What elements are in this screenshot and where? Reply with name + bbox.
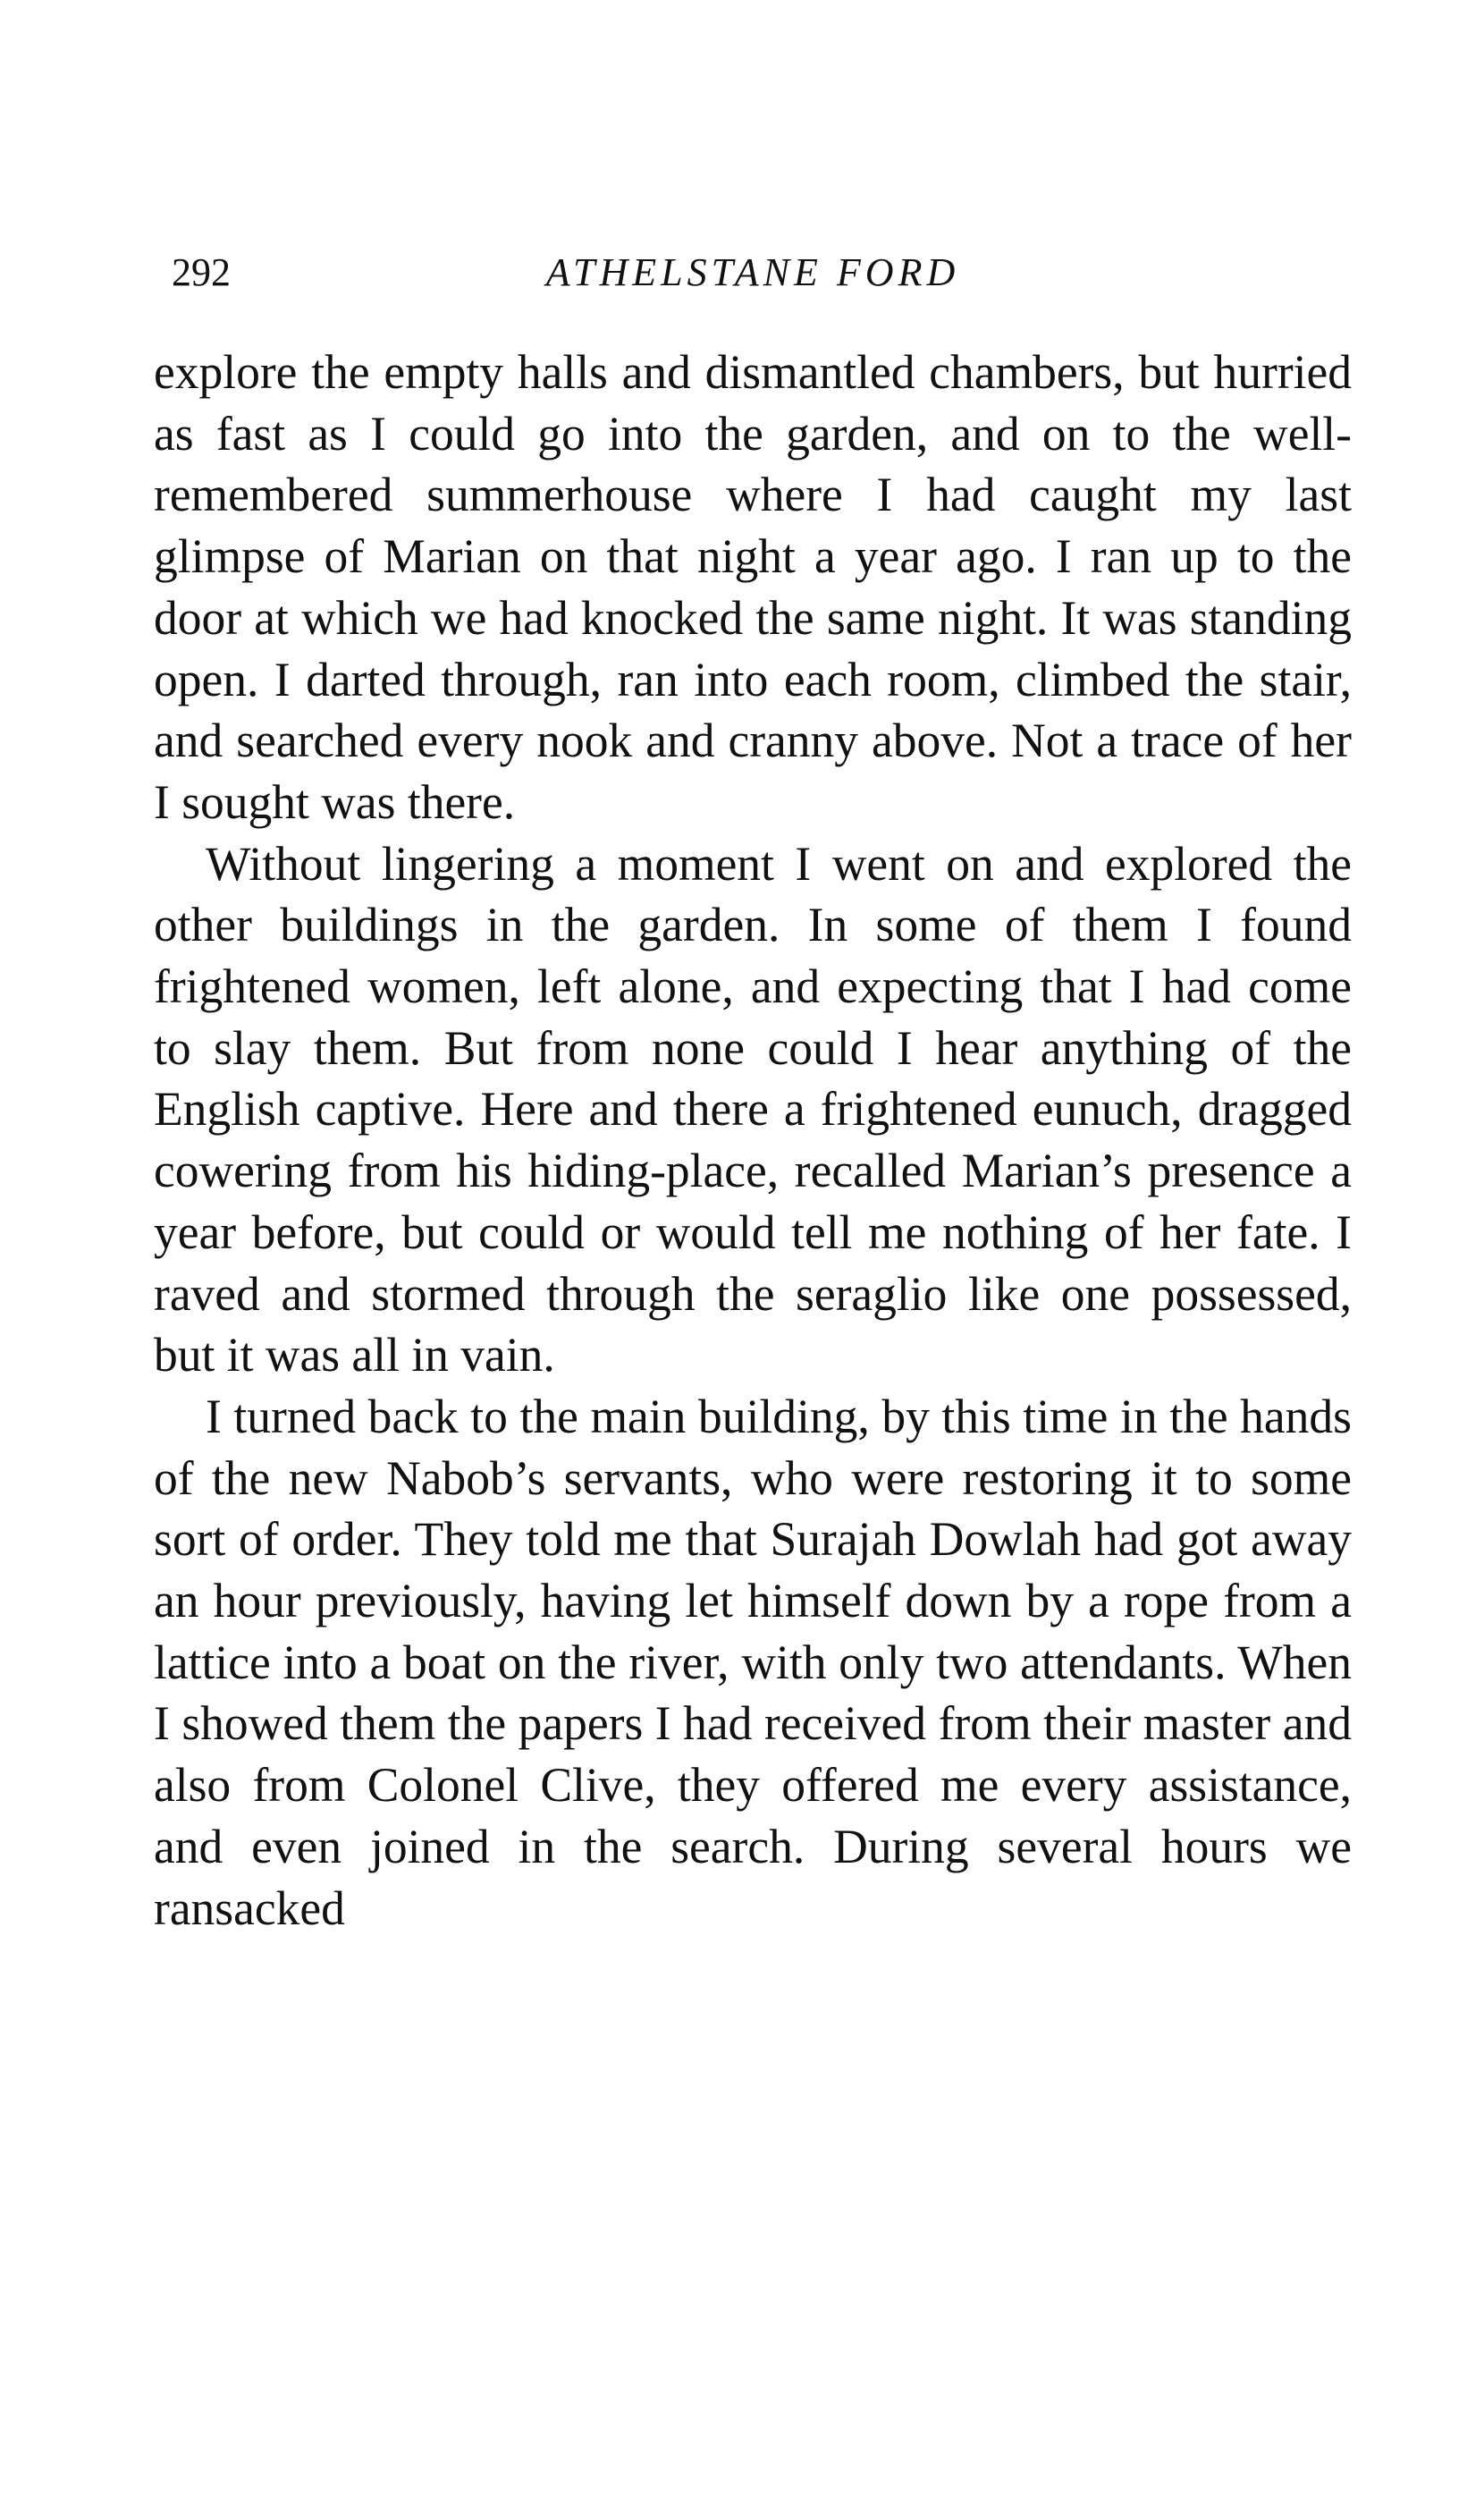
paragraph-1: explore the empty halls and dismantled chambers, but hurried as fast as I could go into the garden, and on to the well-remembered summerhouse where I had caught my last glimpse of Marian on that night a year ago. I ran up to the door at which we had knocked the same night. It was standing open. I darted through, ran into each room, climbed the stair, and searched every nook and cranny above. Not a trace of her I sought was there. [154,345,1352,829]
body-text [154,342,1352,1939]
paragraph-3: I turned back to the main building, by this time in the hands of the new Nabob’s servants, who were restoring it to some sort of order. They told me that Surajah Dowlah had got away an hour previously, having let himself down by a rope from a lattice into a boat on the river, with only two attendants. When I showed them the papers I had received from their master and also from Colonel Clive, they offered me every assistance, and even joined in the search. During several hours we ransacked [154,1389,1352,1935]
running-title: ATHELSTANE FORD [545,250,960,294]
paragraph-2: Without lingering a moment I went on and explored the other buildings in the garden. In some of them I found frightened women, left alone, and expecting that I had come to slay them. But from none could I hear anything of the English captive. Here and there a frightened eunuch, dragged cowering from his hiding-place, recalled Marian’s presence a year before, but could or would tell me nothing of her fate. I raved and stormed through the seraglio like one possessed, but it was all in vain. [154,836,1352,1382]
page-number: 292 [172,250,231,294]
running-head [172,241,1334,304]
